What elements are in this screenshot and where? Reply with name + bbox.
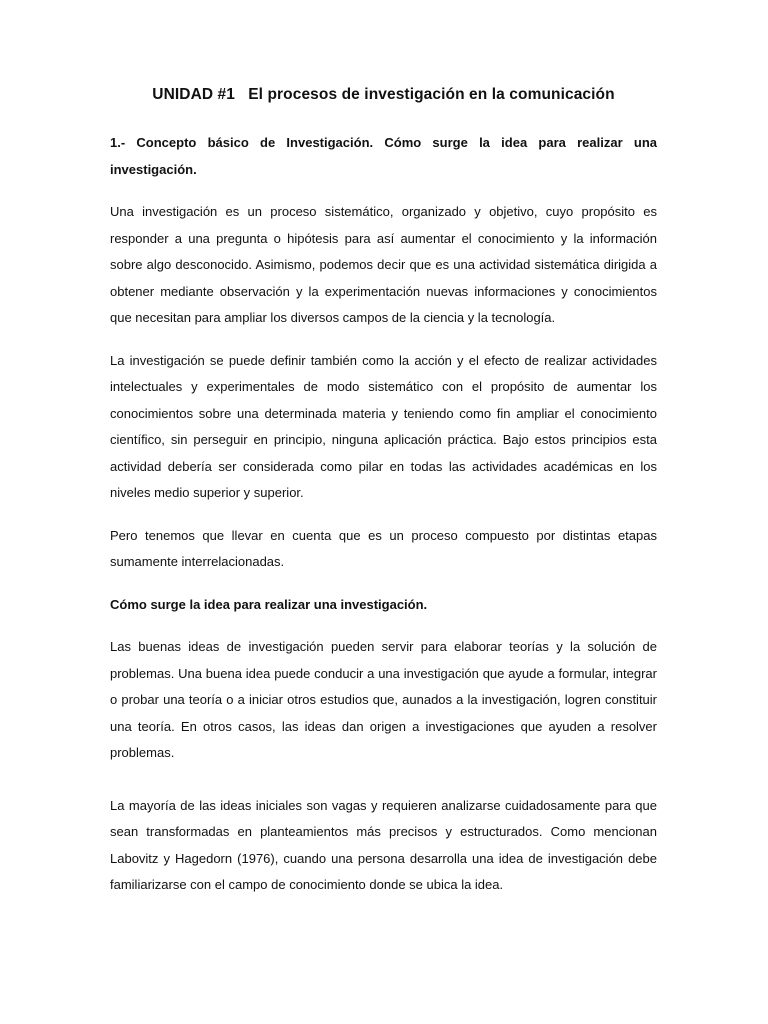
paragraph-3: Pero tenemos que llevar en cuenta que es un proceso compuesto por distintas etapas sumamente interrelacionadas. bbox=[110, 527, 657, 569]
paragraph-5: La mayoría de las ideas iniciales son vagas y requieren analizarse cuidadosamente para que sean transformadas en planteamientos más precisos y estructurados. Como mencionan Labovitz y Hagedorn (1976), cuando una persona desarrolla una idea de investigación debe familiarizarse con el campo de conocimiento donde se ubica la idea. bbox=[110, 797, 657, 892]
document-title: UNIDAD #1 El procesos de investigación en la comunicación bbox=[152, 86, 615, 103]
document-page bbox=[110, 86, 657, 915]
paragraph-4: Las buenas ideas de investigación pueden servir para elaborar teorías y la solución de problemas. Una buena idea puede conducir a una investigación que ayude a formular, integrar o probar una teoría o a iniciar otros estudios que, aunados a la investigación, logren constituir una teoría. En otros casos, las ideas dan origen a investigaciones que ayuden a resolver problemas. bbox=[110, 639, 657, 760]
paragraph-2: La investigación se puede definir también como la acción y el efecto de realizar actividades intelectuales y experimentales de modo sistemático con el propósito de aumentar los conocimientos sobre una determinada materia y teniendo como fin ampliar el conocimiento científico, sin perseguir en principio, ninguna aplicación práctica. Bajo estos principios esta actividad debería ser considerada como pilar en todas las actividades académicas en los niveles medio superior y superior. bbox=[110, 352, 657, 500]
subheading: Cómo surge la idea para realizar una investigación. bbox=[110, 596, 428, 612]
section-heading: 1.- Concepto básico de Investigación. Cómo surge la idea para realizar una investigación. bbox=[110, 135, 657, 177]
paragraph-1: Una investigación es un proceso sistemático, organizado y objetivo, cuyo propósito es responder a una pregunta o hipótesis para así aumentar el conocimiento y la información sobre algo desconocido. Asimismo, podemos decir que es una actividad sistemática dirigida a obtener mediante observación y la experimentación nuevas informaciones y conocimientos que necesitan para ampliar los diversos campos de la ciencia y la tecnología. bbox=[110, 204, 657, 325]
